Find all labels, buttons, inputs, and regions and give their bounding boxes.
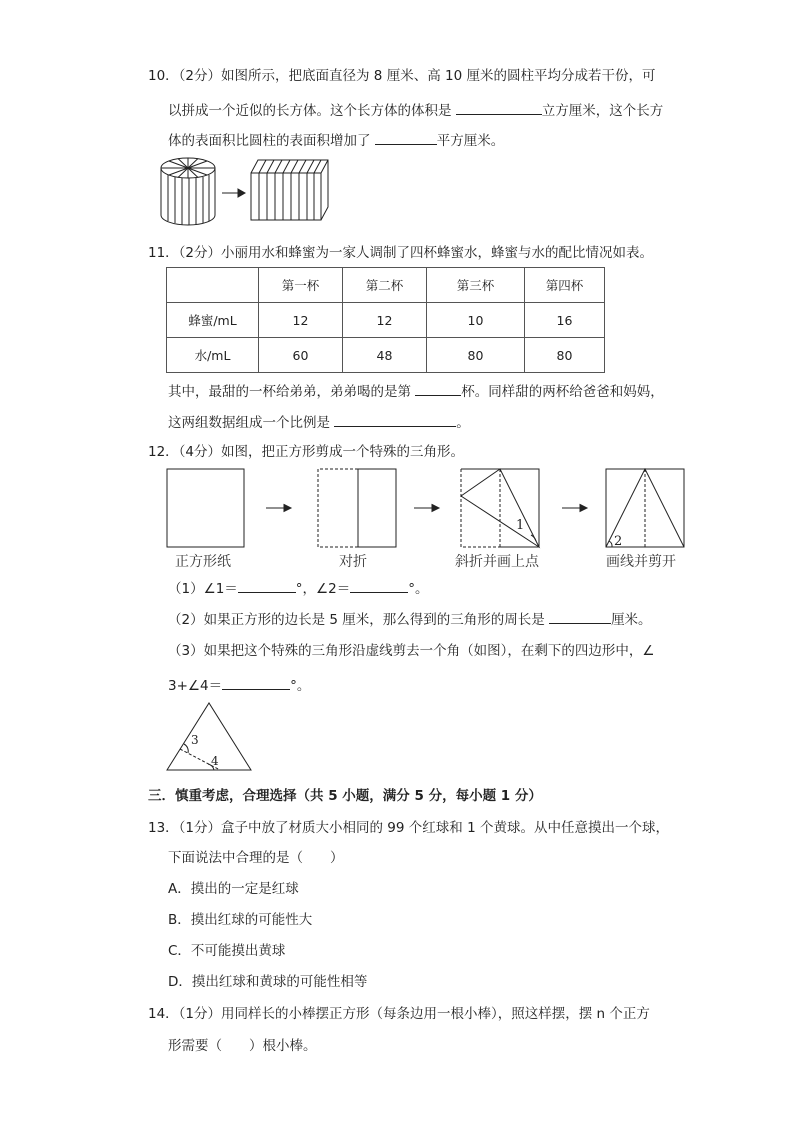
- table-cell: 12: [343, 303, 427, 338]
- q12-sub2: （2）如果正方形的边长是 5 厘米，那么得到的三角形的周长是 厘米。: [168, 608, 652, 630]
- answer-blank-area[interactable]: [375, 129, 437, 145]
- table-header-cell: 第一杯: [259, 268, 343, 303]
- q12-line1: 12．（4分）如图，把正方形剪成一个特殊的三角形。: [148, 444, 465, 460]
- q10-line3: 体的表面积比圆柱的表面积增加了 平方厘米。: [168, 129, 504, 151]
- answer-blank-angle1[interactable]: [238, 577, 296, 593]
- angle-2-label: 2: [614, 534, 623, 549]
- table-header-cell: 第四杯: [525, 268, 605, 303]
- table-row-label: 水/mL: [167, 338, 259, 373]
- answer-blank-angle-sum[interactable]: [222, 674, 290, 690]
- caption-square-paper: 正方形纸: [175, 554, 231, 570]
- table-header-cell: 第三杯: [427, 268, 525, 303]
- table-header-cell: [167, 268, 259, 303]
- q13-line1: 13．（1分）盒子中放了材质大小相同的 99 个红球和 1 个黄球。从中任意摸出一个球，: [148, 820, 669, 836]
- table-row-label: 蜂蜜/mL: [167, 303, 259, 338]
- answer-blank-angle2[interactable]: [350, 577, 408, 593]
- option-a[interactable]: A．摸出的一定是红球: [168, 881, 299, 897]
- q12-sub3-line2: 3+∠4＝ °。: [168, 674, 310, 696]
- square-paper-shape: [167, 469, 244, 547]
- table-cell: 80: [525, 338, 605, 373]
- q14-line2: 形需要（ ）根小棒。: [168, 1038, 317, 1054]
- section-heading: 三．慎重考虑，合理选择（共 5 小题，满分 5 分，每小题 1 分）: [148, 788, 542, 804]
- q12-sub3-line1: （3）如果把这个特殊的三角形沿虚线剪去一个角（如图），在剩下的四边形中，∠: [168, 643, 655, 659]
- folding-steps-figure: [160, 465, 690, 555]
- cylinder-figure: [161, 158, 215, 225]
- answer-blank-volume[interactable]: [456, 99, 542, 115]
- slant-fold-shape: [461, 469, 539, 547]
- q12-sub1: （1）∠1＝ °，∠2＝ °。: [168, 577, 428, 599]
- q11-after-line2: 这两组数据组成一个比例是 。: [168, 411, 470, 433]
- answer-blank-perimeter[interactable]: [549, 608, 611, 624]
- table-cell: 10: [427, 303, 525, 338]
- q11-line1: 11．（2分）小丽用水和蜂蜜为一家人调制了四杯蜂蜜水，蜂蜜与水的配比情况如表。: [148, 245, 654, 261]
- option-b[interactable]: B．摸出红球的可能性大: [168, 912, 313, 928]
- arrow-right-icon: [266, 505, 291, 512]
- q10-line2: 以拼成一个近似的长方体。这个长方体的体积是 立方厘米，这个长方: [168, 99, 663, 121]
- q14-line1: 14．（1分）用同样长的小棒摆正方形（每条边用一根小棒），照这样摆，摆 n 个正方: [148, 1006, 650, 1022]
- folded-paper-shape: [318, 469, 396, 547]
- caption-slant-fold: 斜折并画上点: [455, 554, 539, 570]
- caption-fold: 对折: [339, 554, 367, 570]
- q11-after-line1: 其中，最甜的一杯给弟弟，弟弟喝的是第 杯。同样甜的两杯给爸爸和妈妈，: [168, 380, 664, 402]
- angle-3-label: 3: [191, 733, 199, 747]
- honey-water-table: [166, 267, 605, 373]
- option-d[interactable]: D．摸出红球和黄球的可能性相等: [168, 974, 368, 990]
- table-cell: 12: [259, 303, 343, 338]
- table-cell: 60: [259, 338, 343, 373]
- cut-corner-triangle-figure: [164, 700, 256, 774]
- caption-draw-cut: 画线并剪开: [606, 554, 676, 570]
- arrow-right-icon: [222, 189, 245, 197]
- arrow-right-icon: [562, 505, 587, 512]
- answer-blank-proportion[interactable]: [334, 411, 456, 427]
- answer-blank-cup[interactable]: [415, 380, 461, 396]
- q10-line1: 10．（2分）如图所示，把底面直径为 8 厘米、高 10 厘米的圆柱平均分成若干份，可: [148, 68, 656, 84]
- table-header-cell: 第二杯: [343, 268, 427, 303]
- table-row: [167, 303, 605, 338]
- cuboid-figure: [251, 160, 328, 220]
- arrow-right-icon: [414, 505, 439, 512]
- table-cell: 16: [525, 303, 605, 338]
- table-header-row: [167, 268, 605, 303]
- angle-4-label: 4: [211, 754, 219, 768]
- angle-1-label: 1: [516, 518, 525, 533]
- cylinder-to-cuboid-figure: [158, 155, 338, 230]
- q13-line2: 下面说法中合理的是（ ）: [168, 850, 344, 866]
- option-c[interactable]: C．不可能摸出黄球: [168, 943, 286, 959]
- table-cell: 48: [343, 338, 427, 373]
- table-cell: 80: [427, 338, 525, 373]
- table-row: [167, 338, 605, 373]
